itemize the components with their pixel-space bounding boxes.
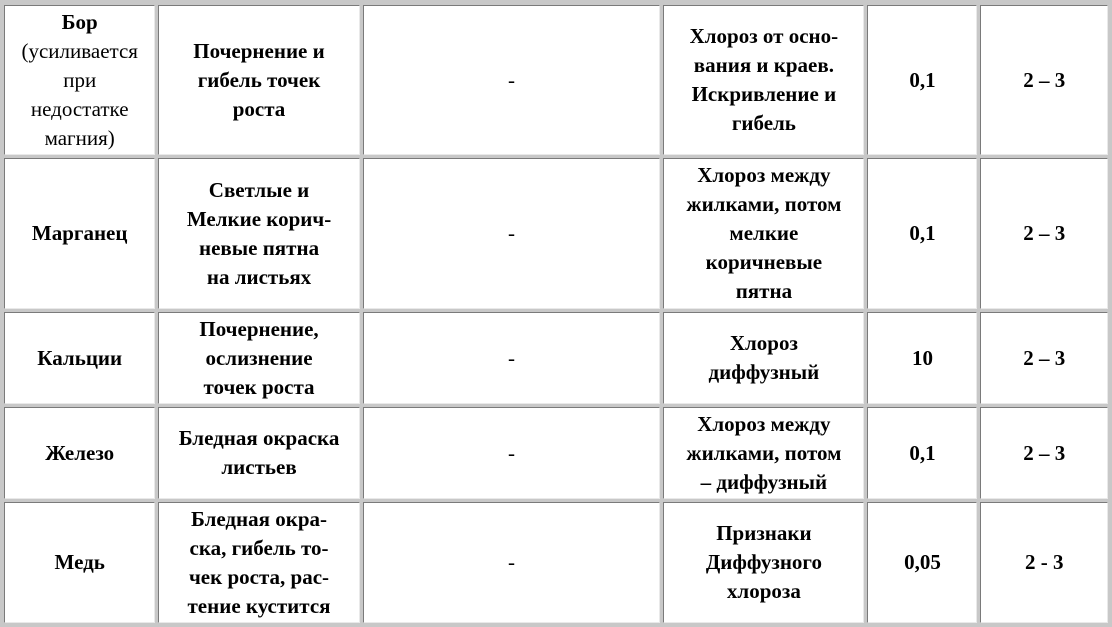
symptom-line: чек роста, рас- bbox=[188, 564, 330, 589]
chlorosis-line: диффузный bbox=[708, 360, 820, 384]
chlorosis-line: Искривление и bbox=[691, 82, 837, 106]
symptom-line: ослизнение bbox=[205, 345, 313, 370]
cell-chlorosis bbox=[663, 407, 864, 499]
table-body bbox=[4, 5, 1108, 623]
chlorosis-line: Хлороз между bbox=[697, 163, 831, 187]
cell-concentration: 0,1 bbox=[867, 158, 977, 309]
symptom-line: тение кустится bbox=[187, 593, 331, 618]
chlorosis-line: Хлороз bbox=[729, 331, 798, 355]
cell-empty: - bbox=[363, 158, 661, 309]
cell-chlorosis bbox=[663, 502, 864, 623]
cell-concentration: 0,05 bbox=[867, 502, 977, 623]
chlorosis-line: мелкие bbox=[729, 221, 799, 245]
chlorosis-line: гибель bbox=[731, 111, 796, 135]
element-note-line: магния) bbox=[44, 125, 115, 150]
cell-symptom bbox=[158, 502, 359, 623]
element-note-line: при bbox=[63, 67, 97, 92]
cell-range: 2 - 3 bbox=[980, 502, 1108, 623]
cell-chlorosis bbox=[663, 312, 864, 404]
element-name: Бор bbox=[61, 9, 98, 34]
cell-empty: - bbox=[363, 312, 661, 404]
deficiency-table bbox=[1, 2, 1111, 626]
symptom-line: невые пятна bbox=[198, 235, 320, 260]
cell-range: 2 – 3 bbox=[980, 5, 1108, 155]
cell-element bbox=[4, 312, 155, 404]
cell-range: 2 – 3 bbox=[980, 407, 1108, 499]
cell-empty: - bbox=[363, 407, 661, 499]
chlorosis-line: пятна bbox=[735, 279, 793, 303]
symptom-line: Мелкие корич- bbox=[186, 206, 332, 231]
chlorosis-line: жилками, потом bbox=[686, 192, 842, 216]
chlorosis-line: вания и краев. bbox=[693, 53, 834, 77]
cell-symptom bbox=[158, 407, 359, 499]
cell-concentration: 10 bbox=[867, 312, 977, 404]
cell-symptom bbox=[158, 312, 359, 404]
cell-range: 2 – 3 bbox=[980, 312, 1108, 404]
chlorosis-line: Хлороз между bbox=[697, 411, 831, 436]
cell-empty: - bbox=[363, 5, 661, 155]
symptom-line: гибель точек bbox=[197, 67, 321, 92]
chlorosis-line: коричневые bbox=[705, 250, 823, 274]
symptom-line: листьев bbox=[221, 455, 297, 479]
table-row bbox=[4, 312, 1108, 404]
cell-concentration: 0,1 bbox=[867, 407, 977, 499]
symptom-line: точек роста bbox=[203, 374, 315, 399]
symptom-line: ска, гибель то- bbox=[189, 535, 329, 560]
cell-concentration: 0,1 bbox=[867, 5, 977, 155]
cell-empty: - bbox=[363, 502, 661, 623]
element-name: Медь bbox=[54, 550, 105, 574]
chlorosis-line: жилками, потом bbox=[686, 440, 842, 465]
element-name: Железо bbox=[45, 440, 115, 465]
symptom-line: роста bbox=[232, 96, 286, 121]
element-name: Кальции bbox=[37, 345, 123, 370]
chlorosis-line: – диффузный bbox=[700, 469, 828, 494]
symptom-line: Бледная окра- bbox=[191, 506, 328, 531]
table-row bbox=[4, 158, 1108, 309]
element-note-line: недостатке bbox=[30, 96, 129, 121]
chlorosis-line: хлороза bbox=[726, 579, 801, 603]
symptom-line: на листьях bbox=[206, 264, 312, 289]
table-row bbox=[4, 5, 1108, 155]
symptom-line: Почернение, bbox=[199, 316, 319, 341]
cell-symptom bbox=[158, 5, 359, 155]
element-note-line: (усиливается bbox=[21, 38, 138, 63]
cell-element bbox=[4, 502, 155, 623]
cell-chlorosis bbox=[663, 158, 864, 309]
symptom-line: Бледная окраска bbox=[178, 426, 340, 450]
chlorosis-line: Признаки bbox=[716, 521, 812, 545]
table-row bbox=[4, 502, 1108, 623]
chlorosis-line: Хлороз от осно- bbox=[689, 24, 839, 48]
symptom-line: Светлые и bbox=[208, 177, 310, 202]
cell-element bbox=[4, 158, 155, 309]
cell-symptom bbox=[158, 158, 359, 309]
table-row bbox=[4, 407, 1108, 499]
cell-chlorosis bbox=[663, 5, 864, 155]
cell-element bbox=[4, 407, 155, 499]
chlorosis-line: Диффузного bbox=[705, 550, 822, 574]
element-name: Марганец bbox=[31, 221, 128, 245]
cell-element bbox=[4, 5, 155, 155]
symptom-line: Почернение и bbox=[193, 38, 325, 63]
cell-range: 2 – 3 bbox=[980, 158, 1108, 309]
